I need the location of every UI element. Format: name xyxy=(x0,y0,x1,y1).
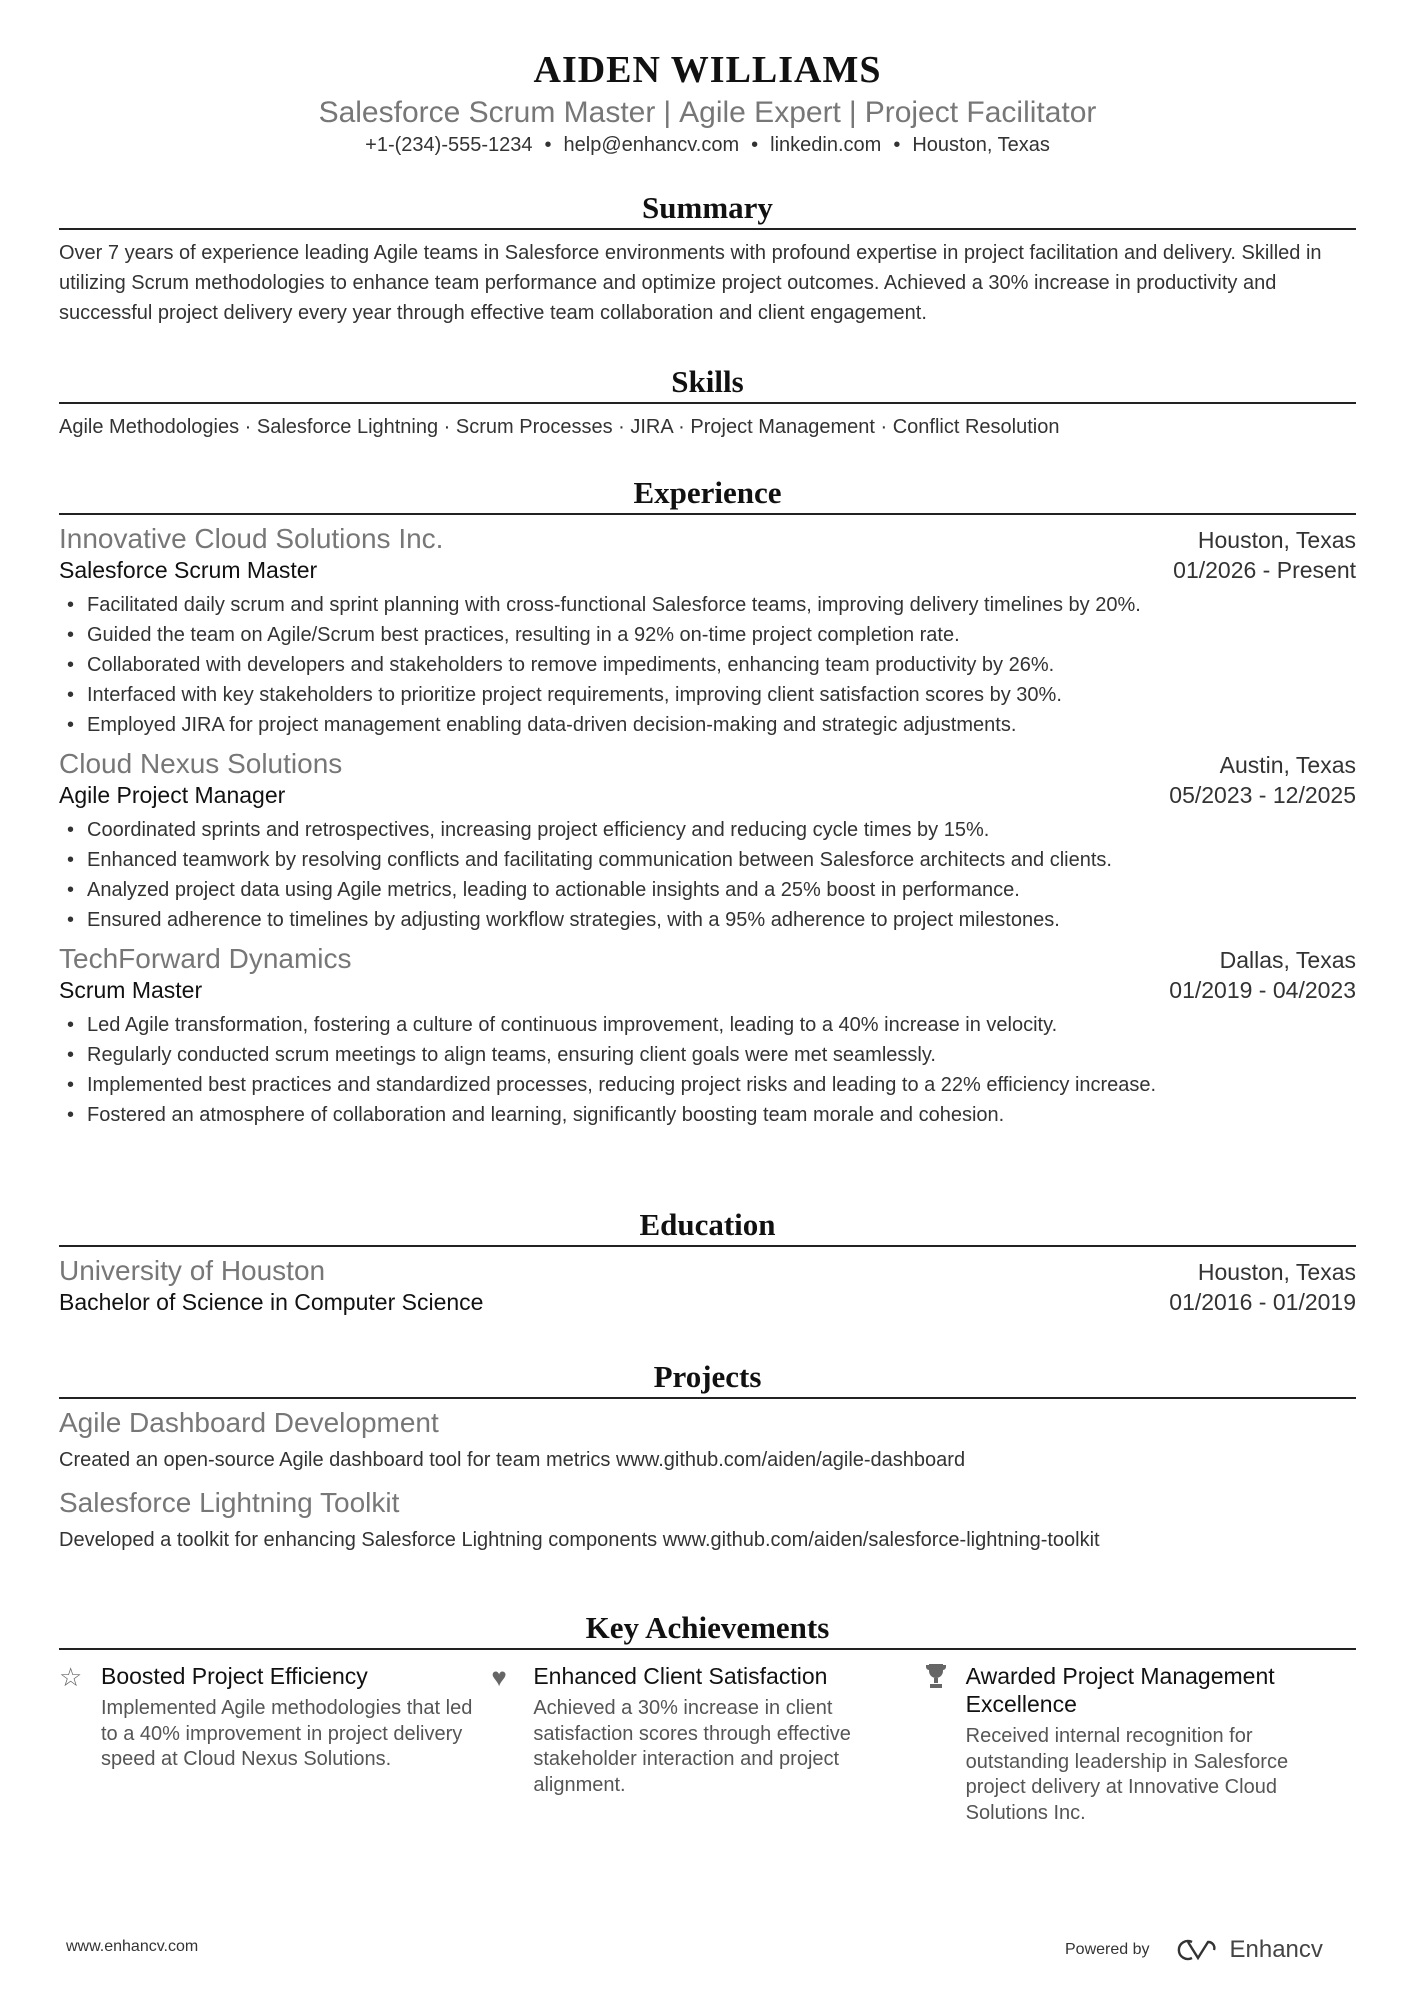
job-bullet: • Regularly conducted scrum meetings to align teams, ensuring client goals were met seamlessly. xyxy=(59,1040,1356,1070)
section-heading: Key Achievements xyxy=(59,1606,1356,1650)
separator: • xyxy=(893,134,901,156)
separator: • xyxy=(544,134,552,156)
separator: | xyxy=(663,96,672,129)
achievement-description: Received internal recognition for outstanding leadership in Salesforce project delivery at Innovative Cloud Solutions Inc. xyxy=(965,1725,1289,1824)
degree: Bachelor of Science in Computer Science xyxy=(59,1289,484,1315)
achievement-description: Implemented Agile methodologies that led to a 40% improvement in project delivery speed at Cloud Nexus Solutions. xyxy=(101,1697,473,1770)
school-location: Houston, Texas xyxy=(1197,1259,1356,1285)
summary-section xyxy=(59,186,1356,328)
job-bullet: • Analyzed project data using Agile metrics, leading to actionable insights and a 25% boost in performance. xyxy=(59,875,1356,905)
experience-section xyxy=(59,471,1356,1130)
enhancv-logo-icon xyxy=(1176,1938,1222,1962)
job-bullet: • Facilitated daily scrum and sprint planning with cross-functional Salesforce teams, improving delivery timelines by 20%. xyxy=(59,590,1356,620)
job-dates: 01/2019 - 04/2023 xyxy=(1169,977,1356,1003)
section-heading: Summary xyxy=(59,186,1356,230)
job-location: Houston, Texas xyxy=(1197,527,1356,553)
project-name: Agile Dashboard Development xyxy=(59,1407,439,1438)
job-bullet: • Coordinated sprints and retrospectives, increasing project efficiency and reducing cycle times by 15%. xyxy=(59,815,1356,845)
separator: | xyxy=(848,96,857,129)
company-name: Cloud Nexus Solutions xyxy=(59,748,343,779)
location: Houston, Texas xyxy=(912,134,1050,156)
achievements-section xyxy=(59,1606,1356,1826)
job-dates: 05/2023 - 12/2025 xyxy=(1169,782,1356,808)
heart-icon: ♥ xyxy=(491,1662,507,1692)
headline-title: Agile Expert xyxy=(679,96,841,129)
project-description: Developed a toolkit for enhancing Salesforce Lightning components www.github.com/aiden/salesforce-lightning-toolkit xyxy=(59,1529,1100,1551)
achievement-title: Enhanced Client Satisfaction xyxy=(533,1663,828,1689)
powered-by xyxy=(1065,1936,1323,1964)
achievement-title: Boosted Project Efficiency xyxy=(101,1663,368,1689)
headline-title: Project Facilitator xyxy=(864,96,1097,129)
headline-title: Salesforce Scrum Master xyxy=(318,96,656,129)
job-bullet: • Interfaced with key stakeholders to prioritize project requirements, improving client satisfaction scores by 30%. xyxy=(59,680,1356,710)
job-location: Dallas, Texas xyxy=(1219,947,1356,973)
skills-list: Agile Methodologies · Salesforce Lightning · Scrum Processes · JIRA · Project Management · Conflict Resolution xyxy=(59,416,1060,438)
summary-text: Over 7 years of experience leading Agile teams in Salesforce environments with profound expertise in project facilitation and delivery. Skilled in utilizing Scrum methodologies to enhance team performance and optimize project outcomes. Achieved a 30% increase in productivity and successful project delivery every year through effective team collaboration and client engagement. xyxy=(59,242,1322,324)
job-entry xyxy=(59,748,1356,935)
job-bullet: • Led Agile transformation, fostering a culture of continuous improvement, leading to a 40% increase in velocity. xyxy=(59,1010,1356,1040)
powered-by-label: Powered by xyxy=(1065,1941,1150,1958)
project-description: Created an open-source Agile dashboard tool for team metrics www.github.com/aiden/agile-dashboard xyxy=(59,1449,966,1471)
job-entry xyxy=(59,523,1356,740)
job-bullet: • Employed JIRA for project management enabling data-driven decision-making and strategic adjustments. xyxy=(59,710,1356,740)
candidate-name: AIDEN WILLIAMS xyxy=(533,49,882,91)
job-bullet: • Implemented best practices and standardized processes, reducing project risks and leading to a 22% efficiency increase. xyxy=(59,1070,1356,1100)
section-heading: Education xyxy=(59,1203,1356,1247)
section-heading: Projects xyxy=(59,1355,1356,1399)
achievement-item xyxy=(491,1662,923,1826)
phone: +1-(234)-555-1234 xyxy=(365,134,533,156)
star-icon: ☆ xyxy=(59,1662,83,1692)
skills-section xyxy=(59,360,1356,442)
projects-section xyxy=(59,1355,1356,1555)
separator: • xyxy=(751,134,759,156)
contact-info xyxy=(59,134,1356,157)
achievement-title: Awarded Project Management Excellence xyxy=(965,1663,1275,1717)
job-dates: 01/2026 - Present xyxy=(1173,557,1356,583)
job-entry xyxy=(59,943,1356,1130)
job-bullet: • Enhanced teamwork by resolving conflicts and facilitating communication between Salesforce architects and clients. xyxy=(59,845,1356,875)
achievement-item xyxy=(924,1662,1356,1826)
enhancv-logo xyxy=(1176,1936,1323,1964)
trophy-icon xyxy=(924,1662,966,1826)
achievement-description: Achieved a 30% increase in client satisfaction scores through effective stakeholder interaction and project alignment. xyxy=(533,1697,851,1796)
section-heading: Skills xyxy=(59,360,1356,404)
headline xyxy=(59,96,1356,130)
job-bullet: • Fostered an atmosphere of collaboration and learning, significantly boosting team morale and cohesion. xyxy=(59,1100,1356,1130)
email-link[interactable]: help@enhancv.com xyxy=(563,134,740,156)
brand-name: Enhancv xyxy=(1229,1936,1323,1963)
school-name: University of Houston xyxy=(59,1255,326,1286)
education-section xyxy=(59,1203,1356,1316)
job-role: Salesforce Scrum Master xyxy=(59,557,318,583)
company-name: TechForward Dynamics xyxy=(59,943,352,974)
job-bullet: • Ensured adherence to timelines by adjusting workflow strategies, with a 95% adherence to project milestones. xyxy=(59,905,1356,935)
footer-website[interactable]: www.enhancv.com xyxy=(66,1938,199,1955)
linkedin-link[interactable]: linkedin.com xyxy=(770,134,882,156)
section-heading: Experience xyxy=(59,471,1356,515)
job-bullet: • Collaborated with developers and stakeholders to remove impediments, enhancing team productivity by 26%. xyxy=(59,650,1356,680)
job-location: Austin, Texas xyxy=(1219,752,1356,778)
education-dates: 01/2016 - 01/2019 xyxy=(1169,1289,1356,1315)
job-bullet: • Guided the team on Agile/Scrum best practices, resulting in a 92% on-time project completion rate. xyxy=(59,620,1356,650)
job-role: Scrum Master xyxy=(59,977,203,1003)
company-name: Innovative Cloud Solutions Inc. xyxy=(59,523,444,554)
project-name: Salesforce Lightning Toolkit xyxy=(59,1487,400,1518)
achievement-item xyxy=(59,1662,491,1826)
job-role: Agile Project Manager xyxy=(59,782,286,808)
